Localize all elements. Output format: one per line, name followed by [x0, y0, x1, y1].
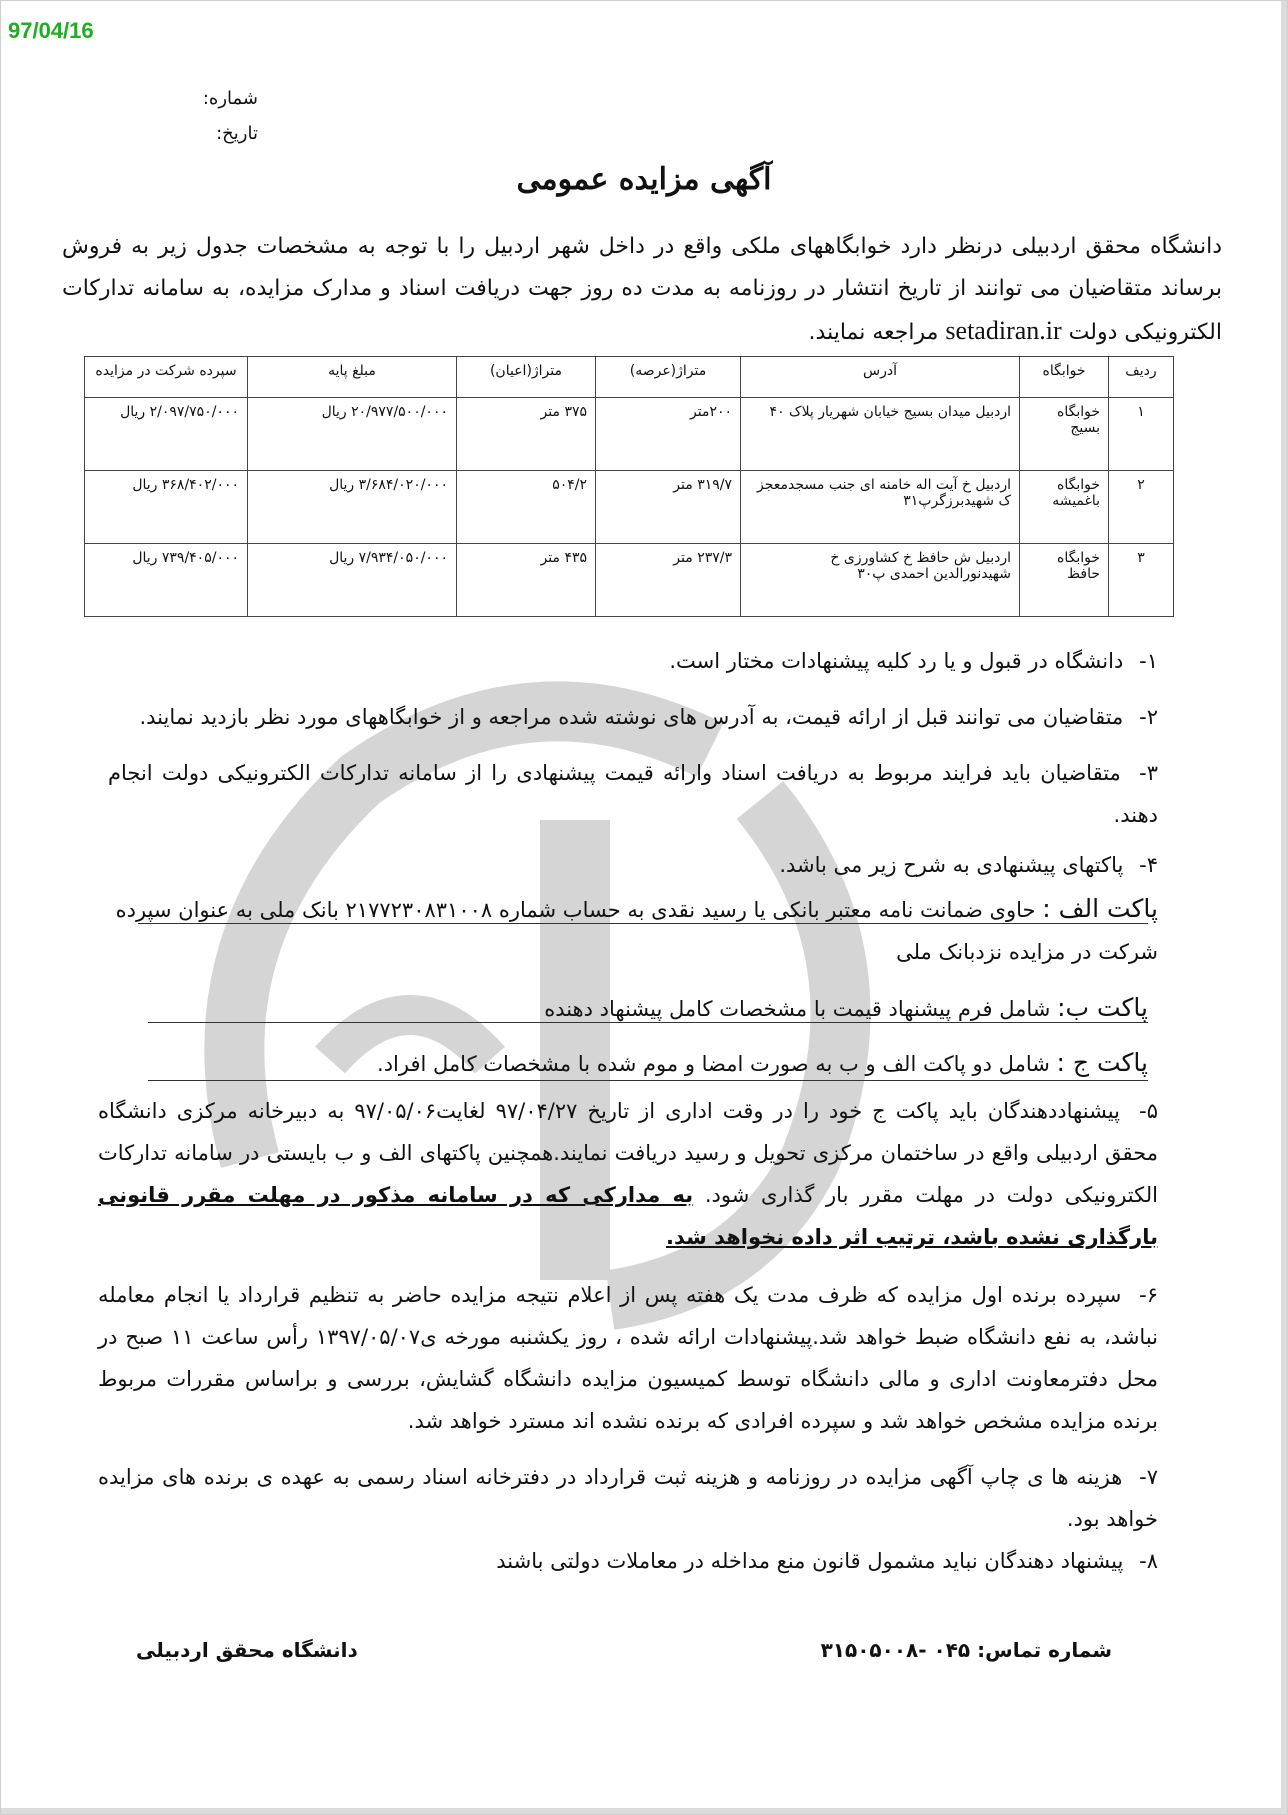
- table-row: [85, 471, 1174, 544]
- header-building-area: متراژ(اعیان): [457, 357, 596, 398]
- item-emphasis: به مدارکی که در سامانه مذکور در مهلت مقرر قانونی بارگذاری نشده باشد، ترتیب اثر داده نخواهد شد.: [98, 1183, 1158, 1249]
- condition-item-1: [108, 640, 1158, 682]
- stamp-date: 97/04/16: [8, 18, 94, 43]
- item-number: ۴-: [1139, 853, 1158, 877]
- cell-land-area: ۳۱۹/۷ متر: [596, 471, 741, 544]
- intro-tail: مراجعه نمایند.: [808, 320, 939, 345]
- cell-deposit: ۷۳۹/۴۰۵/۰۰۰ ریال: [85, 544, 248, 617]
- condition-item-2: [108, 696, 1158, 738]
- cell-dormitory: خوابگاه بسیج: [1020, 398, 1109, 471]
- properties-table: [84, 356, 1174, 617]
- contact-label: شماره تماس:: [977, 1638, 1112, 1662]
- item-number: ۵-: [1139, 1099, 1158, 1123]
- item-text: دانشگاه در قبول و یا رد کلیه پیشنهادات مختار است.: [669, 649, 1124, 673]
- cell-building-area: ۴۳۵ متر: [457, 544, 596, 617]
- condition-item-5: [98, 1090, 1158, 1258]
- cell-row-number: ۳: [1109, 544, 1174, 617]
- item-number: ۷-: [1139, 1465, 1158, 1489]
- date-label: تاریخ:: [216, 123, 258, 144]
- item-text: پیشنهاددهندگان باید پاکت ج خود را در وقت اداری از تاریخ ۹۷/۰۴/۲۷ لغایت۹۷/۰۵/۰۶ به دبیرخانه مرکزی دانشگاه محقق اردبیلی واقع در ساختمان مرکزی تحویل و رسید دریافت نمایند.همچنین پاکتهای الف و ب بایستی در سامانه تدارکات الکترونیکی دولت در مهلت مقرر بار گذاری شود.: [98, 1099, 1158, 1207]
- item-number: ۱-: [1139, 649, 1158, 673]
- cell-deposit: ۲/۰۹۷/۷۵۰/۰۰۰ ریال: [85, 398, 248, 471]
- organization-name: دانشگاه محقق اردبیلی: [136, 1638, 358, 1662]
- table-row: [85, 398, 1174, 471]
- condition-item-6: [98, 1274, 1158, 1442]
- packet-jim-text: شامل دو پاکت الف و ب به صورت امضا و موم شده با مشخصات کامل افراد.: [377, 1052, 1050, 1076]
- setadiran-link[interactable]: setadiran.ir: [945, 316, 1062, 345]
- packet-alef: [88, 888, 1158, 973]
- cell-address: اردبیل میدان بسیج خیابان شهریار پلاک ۴۰: [741, 398, 1020, 471]
- cell-building-area: ۳۷۵ متر: [457, 398, 596, 471]
- item-text: پاکتهای پیشنهادی به شرح زیر می باشد.: [779, 853, 1124, 877]
- cell-land-area: ۲۰۰متر: [596, 398, 741, 471]
- item-text: پیشنهاد دهندگان نباید مشمول قانون منع مداخله در معاملات دولتی باشند: [496, 1549, 1124, 1573]
- packet-alef-text: حاوی ضمانت نامه معتبر بانکی یا رسید نقدی به حساب شماره ۲۱۷۷۲۳۰۸۳۱۰۰۸ بانک ملی به عنوان سپرده شرکت در مزایده نزدبانک ملی: [115, 898, 1158, 964]
- cell-base-price: ۲۰/۹۷۷/۵۰۰/۰۰۰ ریال: [248, 398, 457, 471]
- header-address: آدرس: [741, 357, 1020, 398]
- intro-text: دانشگاه محقق اردبیلی درنظر دارد خوابگاههای ملکی واقع در داخل شهر اردبیل را با توجه به مشخصات جدول زیر به فروش برساند متقاضیان می توانند از تاریخ انتشار در روزنامه به مدت ده روز جهت دریافت اسناد و مدارک مزایده، به سامانه تدارکات الکترونیکی دولت: [62, 234, 1222, 345]
- packet-alef-label: پاکت الف :: [1042, 894, 1158, 923]
- underline-be: [148, 1022, 1148, 1023]
- cell-address: اردبیل ش حافظ خ کشاورزی خ شهیدنورالدین احمدی پ۳۰: [741, 544, 1020, 617]
- underline-jim: [148, 1080, 1148, 1081]
- item-text: سپرده برنده اول مزایده که ظرف مدت یک هفته پس از اعلام نتیجه مزایده حاضر به تنظیم قرارداد یا انجام معامله نباشد، به نفع دانشگاه ضبط خواهد شد.پیشنهادات ارائه شده ، روز یکشنبه مورخه ی۱۳۹۷/۰۵/۰۷ رأس ساعت ۱۱ صبح در محل دفترمعاونت اداری و مالی دانشگاه توسط کمیسیون مزایده دانشگاه گشایش، بررسی و براساس مقررات مربوط برنده مزایده مشخص خواهد شد و سپرده افرادی که برنده نشده اند مسترد خواهد شد.: [98, 1283, 1159, 1433]
- cell-land-area: ۲۳۷/۳ متر: [596, 544, 741, 617]
- cell-building-area: ۵۰۴/۲: [457, 471, 596, 544]
- packet-jim-label: پاکت ج :: [1056, 1048, 1148, 1077]
- packet-be-text: شامل فرم پیشنهاد قیمت با مشخصات کامل پیشنهاد دهنده: [544, 997, 1051, 1021]
- item-number: ۲-: [1139, 705, 1158, 729]
- condition-item-4: [108, 844, 1158, 886]
- packet-be-label: پاکت ب:: [1057, 993, 1148, 1022]
- header-dormitory: خوابگاه: [1020, 357, 1109, 398]
- item-text: متقاضیان باید فرایند مربوط به دریافت اسناد وارائه قیمت پیشنهادی را از سامانه تدارکات الکترونیکی دولت انجام دهند.: [108, 761, 1158, 827]
- table-header-row: [85, 357, 1174, 398]
- cell-base-price: ۷/۹۳۴/۰۵۰/۰۰۰ ریال: [248, 544, 457, 617]
- cell-address: اردبیل خ آیت اله خامنه ای جنب مسجدمعجز ک شهیدبرزگرپ۳۱: [741, 471, 1020, 544]
- number-label: شماره:: [202, 88, 258, 109]
- condition-item-7: [98, 1456, 1158, 1540]
- cell-dormitory: خوابگاه باغمیشه: [1020, 471, 1109, 544]
- cell-row-number: ۱: [1109, 398, 1174, 471]
- cell-row-number: ۲: [1109, 471, 1174, 544]
- packet-jim: [148, 1042, 1148, 1085]
- underline-alef: [138, 923, 1148, 924]
- contact-line: [821, 1638, 1112, 1662]
- header-row-number: ردیف: [1109, 357, 1174, 398]
- cell-deposit: ۳۶۸/۴۰۲/۰۰۰ ریال: [85, 471, 248, 544]
- cell-base-price: ۳/۶۸۴/۰۲۰/۰۰۰ ریال: [248, 471, 457, 544]
- header-deposit: سپرده شرکت در مزایده: [85, 357, 248, 398]
- item-text: متقاضیان می توانند قبل از ارائه قیمت، به آدرس های نوشته شده مراجعه و از خوابگاههای مورد نظر بازدید نمایند.: [139, 705, 1124, 729]
- header-base-price: مبلغ پایه: [248, 357, 457, 398]
- intro-paragraph: [62, 226, 1222, 354]
- item-number: ۶-: [1139, 1283, 1158, 1307]
- packet-be: [248, 987, 1148, 1030]
- condition-item-3: [108, 752, 1158, 836]
- header-land-area: متراژ(عرصه): [596, 357, 741, 398]
- condition-item-8: [108, 1540, 1158, 1582]
- contact-phone[interactable]: ۰۴۵ -۳۱۵۰۵۰۰۸: [820, 1638, 971, 1662]
- item-number: ۸-: [1139, 1549, 1158, 1573]
- item-text: هزینه ها ی چاپ آگهی مزایده در روزنامه و هزینه ثبت قرارداد در دفترخانه اسناد رسمی به عهده ی برنده های مزایده خواهد بود.: [98, 1465, 1158, 1531]
- item-number: ۳-: [1139, 761, 1158, 785]
- table-row: [85, 544, 1174, 617]
- page-title: آگهی مزایده عمومی: [516, 162, 772, 197]
- cell-dormitory: خوابگاه حافظ: [1020, 544, 1109, 617]
